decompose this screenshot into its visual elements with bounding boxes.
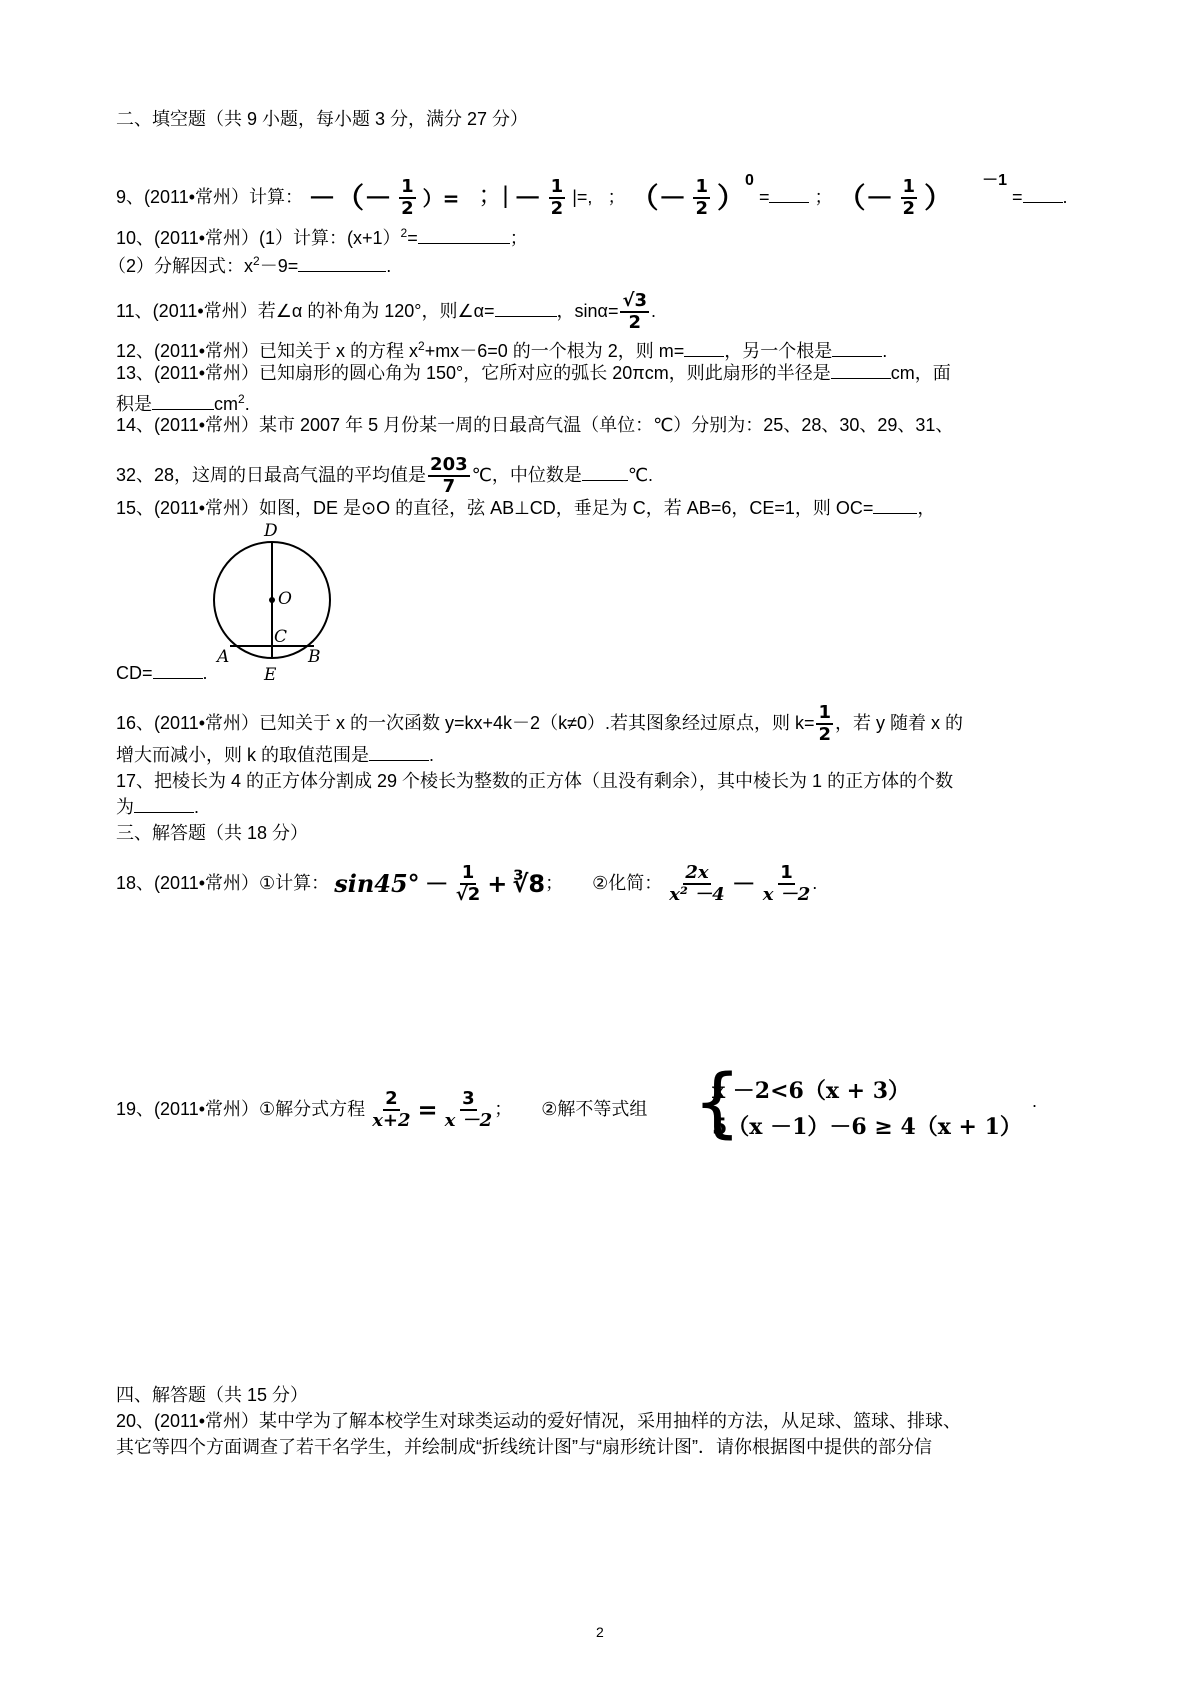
fraction-half: $\frac{1}{2}$ (902, 176, 916, 220)
center-point (269, 597, 275, 603)
answer-blank[interactable] (495, 300, 557, 317)
label-d: D (264, 521, 278, 541)
question-15-line1: 15、(2011•常州）如图，DE 是⊙O 的直径，弦 AB⊥CD，垂足为 C，若 AB=6，CE=1，则 OC= ， (116, 498, 936, 518)
question-19: 19、(2011•常州）①解分式方程 $\frac{2}{x+2}$ = $\frac{3}{x -2}$ ； ②解不等式组 (116, 1088, 648, 1131)
label-c: C (274, 627, 288, 647)
answer-blank[interactable] (769, 186, 809, 203)
inequality-row-1: x －2<6（x + 3） (712, 1078, 911, 1104)
question-15-line2: CD= . (116, 663, 208, 683)
section-4-heading: 四、解答题（共 15 分） (116, 1385, 309, 1405)
question-9: 9、(2011•常州）计算： －（－ $\frac{1}{2}$ ）= ；| － $\frac{1}{2}$ |=, ； （－ $\frac{1}{2}$ ）$^0$ = ； （－ $\frac{1}{2}$ ）$^{-1}$ = . (116, 172, 1068, 220)
answer-blank[interactable] (369, 744, 429, 761)
inequality-row-2: 5（x －1）－6 ≥ 4（x + 1） (712, 1114, 1022, 1140)
fraction-half: $\frac{1}{2}$ (818, 702, 832, 745)
question-10-line1: 10、(2011•常州）(1）计算：(x+1）$^2$= ； (116, 226, 528, 248)
answer-blank[interactable] (582, 464, 628, 481)
answer-blank[interactable] (418, 227, 510, 244)
question-19-end: . (1032, 1091, 1038, 1111)
question-14-line1: 14、(2011•常州）某市 2007 年 5 月份某一周的日最高气温（单位：℃）分别为：25、28、30、29、31、 (116, 415, 954, 435)
question-14-line2: 32、28，这周的日最高气温的平均值是 $\frac{203}{7}$ ℃，中位数是 ℃. (116, 454, 654, 497)
question-12: 12、(2011•常州）已知关于 x 的方程 $x^2+mx-6=0$ 的一个根为 2，则 m= ，另一个根是 . (116, 339, 888, 361)
answer-blank[interactable] (134, 796, 194, 813)
question-18: 18、(2011•常州）①计算： sin45° － $\frac{1}{√2}$ + ∛8； ②化简： $\frac{2x}{\text{x² －4}}$ － $\frac{1}{x -2}$ . (116, 862, 818, 905)
answer-blank[interactable] (153, 662, 203, 679)
question-20-line2: 其它等四个方面调查了若干名学生，并绘制成“折线统计图”与“扇形统计图”．请你根据图中提供的部分信 (116, 1437, 932, 1457)
fraction-half: $\frac{1}{2}$ (401, 176, 414, 220)
fraction-1-over-sqrt2: $\frac{1}{√2}$ (455, 862, 481, 905)
page-number: 2 (596, 1624, 604, 1640)
question-17-line1: 17、把棱长为 4 的正方体分割成 29 个棱长为整数的正方体（且没有剩余），其中棱长为 1 的正方体的个数 (116, 771, 954, 791)
question-11: 11、(2011•常州）若∠α 的补角为 120°，则∠α= ，sinα= $\frac{√3}{2}$ . (116, 290, 657, 333)
label-b: B (308, 647, 321, 667)
fraction-1-over-x-2: $\frac{1}{x -2}$ (762, 862, 811, 905)
fraction-3-over-x-2: $\frac{3}{x -2}$ (444, 1088, 493, 1131)
section-2-heading: 二、填空题（共 9 小题，每小题 3 分，满分 27 分） (116, 109, 529, 129)
question-16-line2: 增大而减小，则 k 的取值范围是 . (116, 745, 435, 765)
label-e: E (264, 665, 277, 685)
answer-blank[interactable] (873, 497, 917, 514)
fraction-2-over-x-plus-2: $\frac{2}{x+2}$ (372, 1088, 411, 1131)
question-17-line2: 为 . (116, 797, 200, 817)
question-13-line2: 积是 $cm^2$. (116, 392, 250, 414)
answer-blank[interactable] (298, 255, 386, 272)
question-20-line1: 20、(2011•常州）某中学为了解本校学生对球类运动的爱好情况，采用抽样的方法，从足球、篮球、排球、 (116, 1411, 962, 1431)
question-16-line1: 16、(2011•常州）已知关于 x 的一次函数 y=kx+4k－2（k≠0）.若其图象经过原点，则 k= $\frac{1}{2}$ ，若 y 随着 x 的 (116, 702, 964, 745)
inequality-brace: { (693, 1057, 742, 1146)
fraction-sqrt3-over-2: $\frac{√3}{2}$ (622, 290, 647, 333)
circle-diagram (200, 520, 350, 690)
label-o: O (278, 589, 292, 609)
label-a: A (217, 647, 230, 667)
fraction-203-over-7: $\frac{203}{7}$ (430, 454, 468, 497)
fraction-half: $\frac{1}{2}$ (550, 176, 564, 220)
answer-blank[interactable] (832, 340, 882, 357)
answer-blank[interactable] (831, 362, 891, 379)
answer-blank[interactable] (684, 340, 724, 357)
answer-blank[interactable] (1023, 186, 1063, 203)
section-3-heading: 三、解答题（共 18 分） (116, 823, 309, 843)
fraction-half: $\frac{1}{2}$ (695, 176, 709, 220)
question-13-line1: 13、(2011•常州）已知扇形的圆心角为 150°，它所对应的弧长 20πcm，则此扇形的半径是 cm，面 (116, 363, 951, 383)
question-10-line2: （2）分解因式：$x^2-9=$ . (108, 254, 392, 276)
answer-blank[interactable] (152, 393, 214, 410)
fraction-2x-over-x2-4: $\frac{2x}{\text{x² －4}}$ (669, 862, 725, 905)
